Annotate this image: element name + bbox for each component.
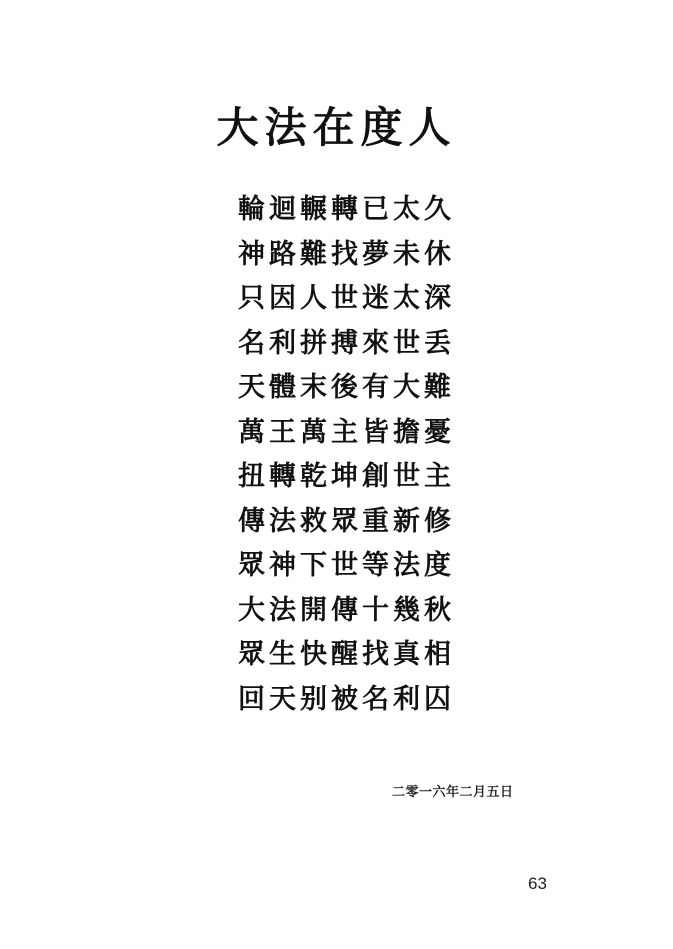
poem-line: 名利拼搏來世丢 bbox=[238, 327, 455, 359]
poem-line: 眾神下世等法度 bbox=[238, 550, 455, 581]
poem-line: 回天别被名利囚 bbox=[238, 683, 455, 715]
poem-line: 只因人世迷太深 bbox=[238, 283, 455, 314]
poem-line: 天體末後有大難 bbox=[238, 372, 455, 403]
poem-line: 神路難找夢未休 bbox=[238, 238, 455, 270]
poem-line: 傳法救眾重新修 bbox=[238, 505, 455, 537]
poem-line: 大法開傳十幾秋 bbox=[238, 594, 455, 626]
poem-body bbox=[0, 188, 673, 722]
page-number: 63 bbox=[528, 874, 547, 893]
poem-line: 輪迴輾轉已太久 bbox=[238, 194, 455, 225]
poem-line: 萬王萬主皆擔憂 bbox=[238, 416, 455, 448]
poem-line: 扭轉乾坤創世主 bbox=[238, 461, 455, 492]
poem-line: 眾生快醒找真相 bbox=[238, 639, 455, 670]
poem-date: 二零一六年二月五日 bbox=[392, 785, 514, 800]
poem-title: 大法在度人 bbox=[216, 103, 457, 152]
